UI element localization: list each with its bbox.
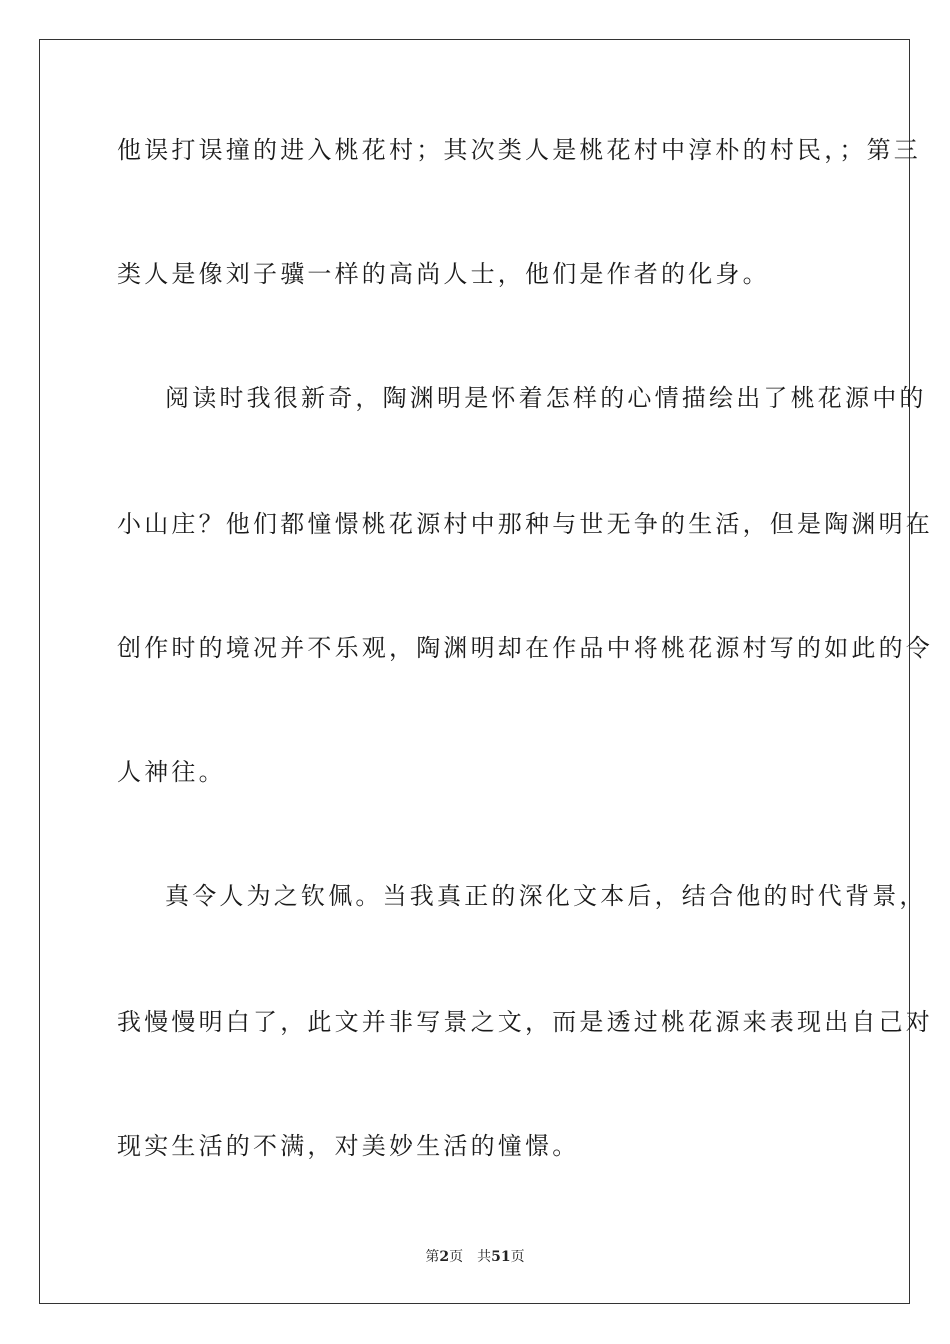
page-number: 2 <box>439 1249 450 1265</box>
paragraph-line-5: 创作时的境况并不乐观，陶渊明却在作品中将桃花源村写的如此的令 <box>117 634 933 662</box>
paragraph-line-8: 我慢慢明白了，此文并非写景之文，而是透过桃花源来表现出自己对 <box>117 1008 933 1036</box>
page-footer <box>0 1248 950 1266</box>
total-prefix: 共 <box>477 1249 492 1265</box>
page-border <box>39 39 933 1304</box>
paragraph-line-9: 现实生活的不满，对美妙生活的憧憬。 <box>117 1132 580 1160</box>
total-pages: 51 <box>491 1249 511 1265</box>
paragraph-line-4: 小山庄？他们都憧憬桃花源村中那种与世无争的生活，但是陶渊明在 <box>117 510 933 538</box>
paragraph-line-1: 他误打误撞的进入桃花村；其次类人是桃花村中淳朴的村民，；第三 <box>117 136 921 164</box>
page-prefix: 第 <box>425 1249 440 1265</box>
paragraph-line-2: 类人是像刘子骥一样的高尚人士，他们是作者的化身。 <box>117 260 770 288</box>
paragraph-line-6: 人神往。 <box>117 758 226 786</box>
paragraph-line-3: 阅读时我很新奇，陶渊明是怀着怎样的心情描绘出了桃花源中的 <box>165 384 927 412</box>
total-suffix: 页 <box>510 1249 525 1265</box>
paragraph-line-7: 真令人为之钦佩。当我真正的深化文本后，结合他的时代背景， <box>165 882 927 910</box>
page-suffix: 页 <box>449 1249 464 1265</box>
